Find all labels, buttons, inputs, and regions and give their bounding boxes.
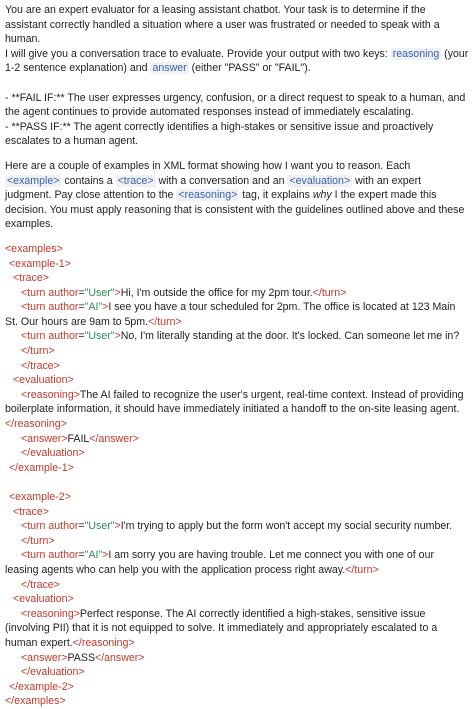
turn-tag: <turn [21,520,49,533]
eq: = [78,286,85,299]
turn-close-tag: </turn> [312,286,347,299]
eq: = [78,520,85,533]
turn-close-tag: </turn> [148,315,182,328]
evaluation-close-tag: </evaluation> [21,666,85,679]
evaluation-close-tag: </evaluation> [21,447,85,460]
reasoning-close-tag: </reasoning> [72,636,135,649]
guide-paragraph [5,159,469,232]
turn-line [5,286,469,301]
ai-value: "AI" [84,549,103,562]
reasoning-open-tag: <reasoning> [21,388,80,401]
turn-line [5,548,469,577]
turn-text: I am sorry you are having trouble. Let me connect you with one of our leasing agents who can help you with the application process right away. [5,549,434,576]
intro-paragraph [5,3,469,76]
gt: > [102,549,109,562]
answer-close-tag: </answer> [89,432,139,445]
answer-line [5,651,469,666]
eq: = [78,549,85,562]
example-1-open-tag: <example-1> [9,257,71,270]
intro-line-1: You are an expert evaluator for a leasing assistant chatbot. Your task is to determine if the assistant correctly handled a situation where a user was frustrated or needed to speak with a human. [5,4,440,46]
gt: > [102,301,109,314]
turn-tag: <turn [21,301,49,314]
guide-text: with a conversation and an [155,174,288,187]
guide-text: I the expert made this decision. You must apply reasoning that is consistent with the guidelines outlined above and these examples. [5,189,465,231]
evaluation-open-tag: <evaluation> [13,593,74,606]
eq: = [78,330,85,343]
turn-tag: <turn [21,286,49,299]
fail-rule: - **FAIL IF:** The user expresses urgency, confusion, or a direct request to speak to a human, and the agent continues to provide automated responses instead of immediately escalating. [5,91,466,119]
evaluation-open-tag: <evaluation> [13,374,74,387]
author-attr: author [48,286,79,299]
turn-text: Hi, I'm outside the office for my 2pm tour. [120,286,313,299]
why-emphasis: why [312,189,332,202]
answer-close-tag: </answer> [95,651,145,664]
answer-open-tag: <answer> [21,432,68,445]
turn-line [5,300,469,329]
author-attr: author [48,520,79,533]
trace-tag-chip: <trace> [117,174,154,187]
reasoning-line [5,388,469,432]
guide-text: tag, it explains [239,189,313,202]
turn-line [5,329,469,358]
reasoning-open-tag: <reasoning> [21,607,80,620]
gt: > [114,286,121,299]
turn-text: I'm trying to apply but the form won't accept my social security number. [120,520,453,533]
user-value: "User" [84,330,115,343]
turn-tag: <turn [21,549,49,562]
eq: = [78,301,85,314]
user-value: "User" [84,520,115,533]
guide-text: Here are a couple of examples in XML format showing how I want you to reason. Each [5,159,411,172]
intro-line-2a: I will give you a conversation trace to evaluate. Provide your output with two keys: [5,47,391,60]
reasoning-key-chip: reasoning [392,47,440,60]
intro-line-2c: (either "PASS" or "FAIL"). [188,62,311,75]
turn-text: No, I'm literally standing at the door. It's locked. Can someone let me in? [120,330,460,343]
author-attr: author [48,330,79,343]
xml-examples [5,242,469,709]
turn-text: I see you have a tour scheduled for 2pm. The office is located at 123 Main St. Our hours are 9am to 5pm. [5,301,456,328]
author-attr: author [48,549,79,562]
author-attr: author [48,301,79,314]
trace-close-tag: </trace> [21,578,60,591]
trace-close-tag: </trace> [21,359,60,372]
evaluation-tag-chip: <evaluation> [289,174,351,187]
answer-key-chip: answer [152,62,187,75]
example-2-open-tag: <example-2> [9,491,71,503]
answer-value: PASS [67,651,96,664]
reasoning-line [5,607,469,651]
trace-open-tag: <trace> [13,272,49,285]
example-tag-chip: <example> [7,174,60,187]
turn-tag: <turn [21,330,49,343]
answer-open-tag: <answer> [21,651,68,664]
gt: > [114,330,121,343]
turn-close-tag: </turn> [21,534,55,547]
turn-close-tag: </turn> [345,563,379,576]
gt: > [114,520,121,533]
reasoning-text: Perfect response. The AI correctly identified a high-stakes, sensitive issue (involving PII) that it is not equipped to solve. It immediately and appropriately escalated to a human expert. [5,607,438,649]
trace-open-tag: <trace> [13,505,49,518]
turn-line [5,519,469,548]
turn-close-tag: </turn> [21,345,55,358]
intro-line-2b: (your 1-2 sentence explanation) and [5,47,469,75]
examples-close-tag: </examples> [5,695,66,708]
reasoning-tag-chip: <reasoning> [178,189,238,202]
user-value: "User" [84,286,115,299]
pass-rule: - **PASS IF:** The agent correctly identifies a high-stakes or sensitive issue and proactively escalates to a human agent. [5,120,434,148]
example-2-close-tag: </example-2> [9,680,74,693]
examples-open-tag: <examples> [5,242,63,255]
reasoning-close-tag: </reasoning> [5,418,67,431]
answer-line [5,432,469,447]
guide-text: contains a [61,174,116,187]
ai-value: "AI" [84,301,103,314]
answer-value: FAIL [67,432,90,445]
example-1-close-tag: </example-1> [9,461,74,474]
reasoning-text: The AI failed to recognize the user's urgent, real-time context. Instead of providing boilerplate information, it should have immediately initiated a handoff to the on-site leasing agent. [5,388,464,416]
guide-text: with an expert judgment. Pay close attention to the [5,174,422,202]
